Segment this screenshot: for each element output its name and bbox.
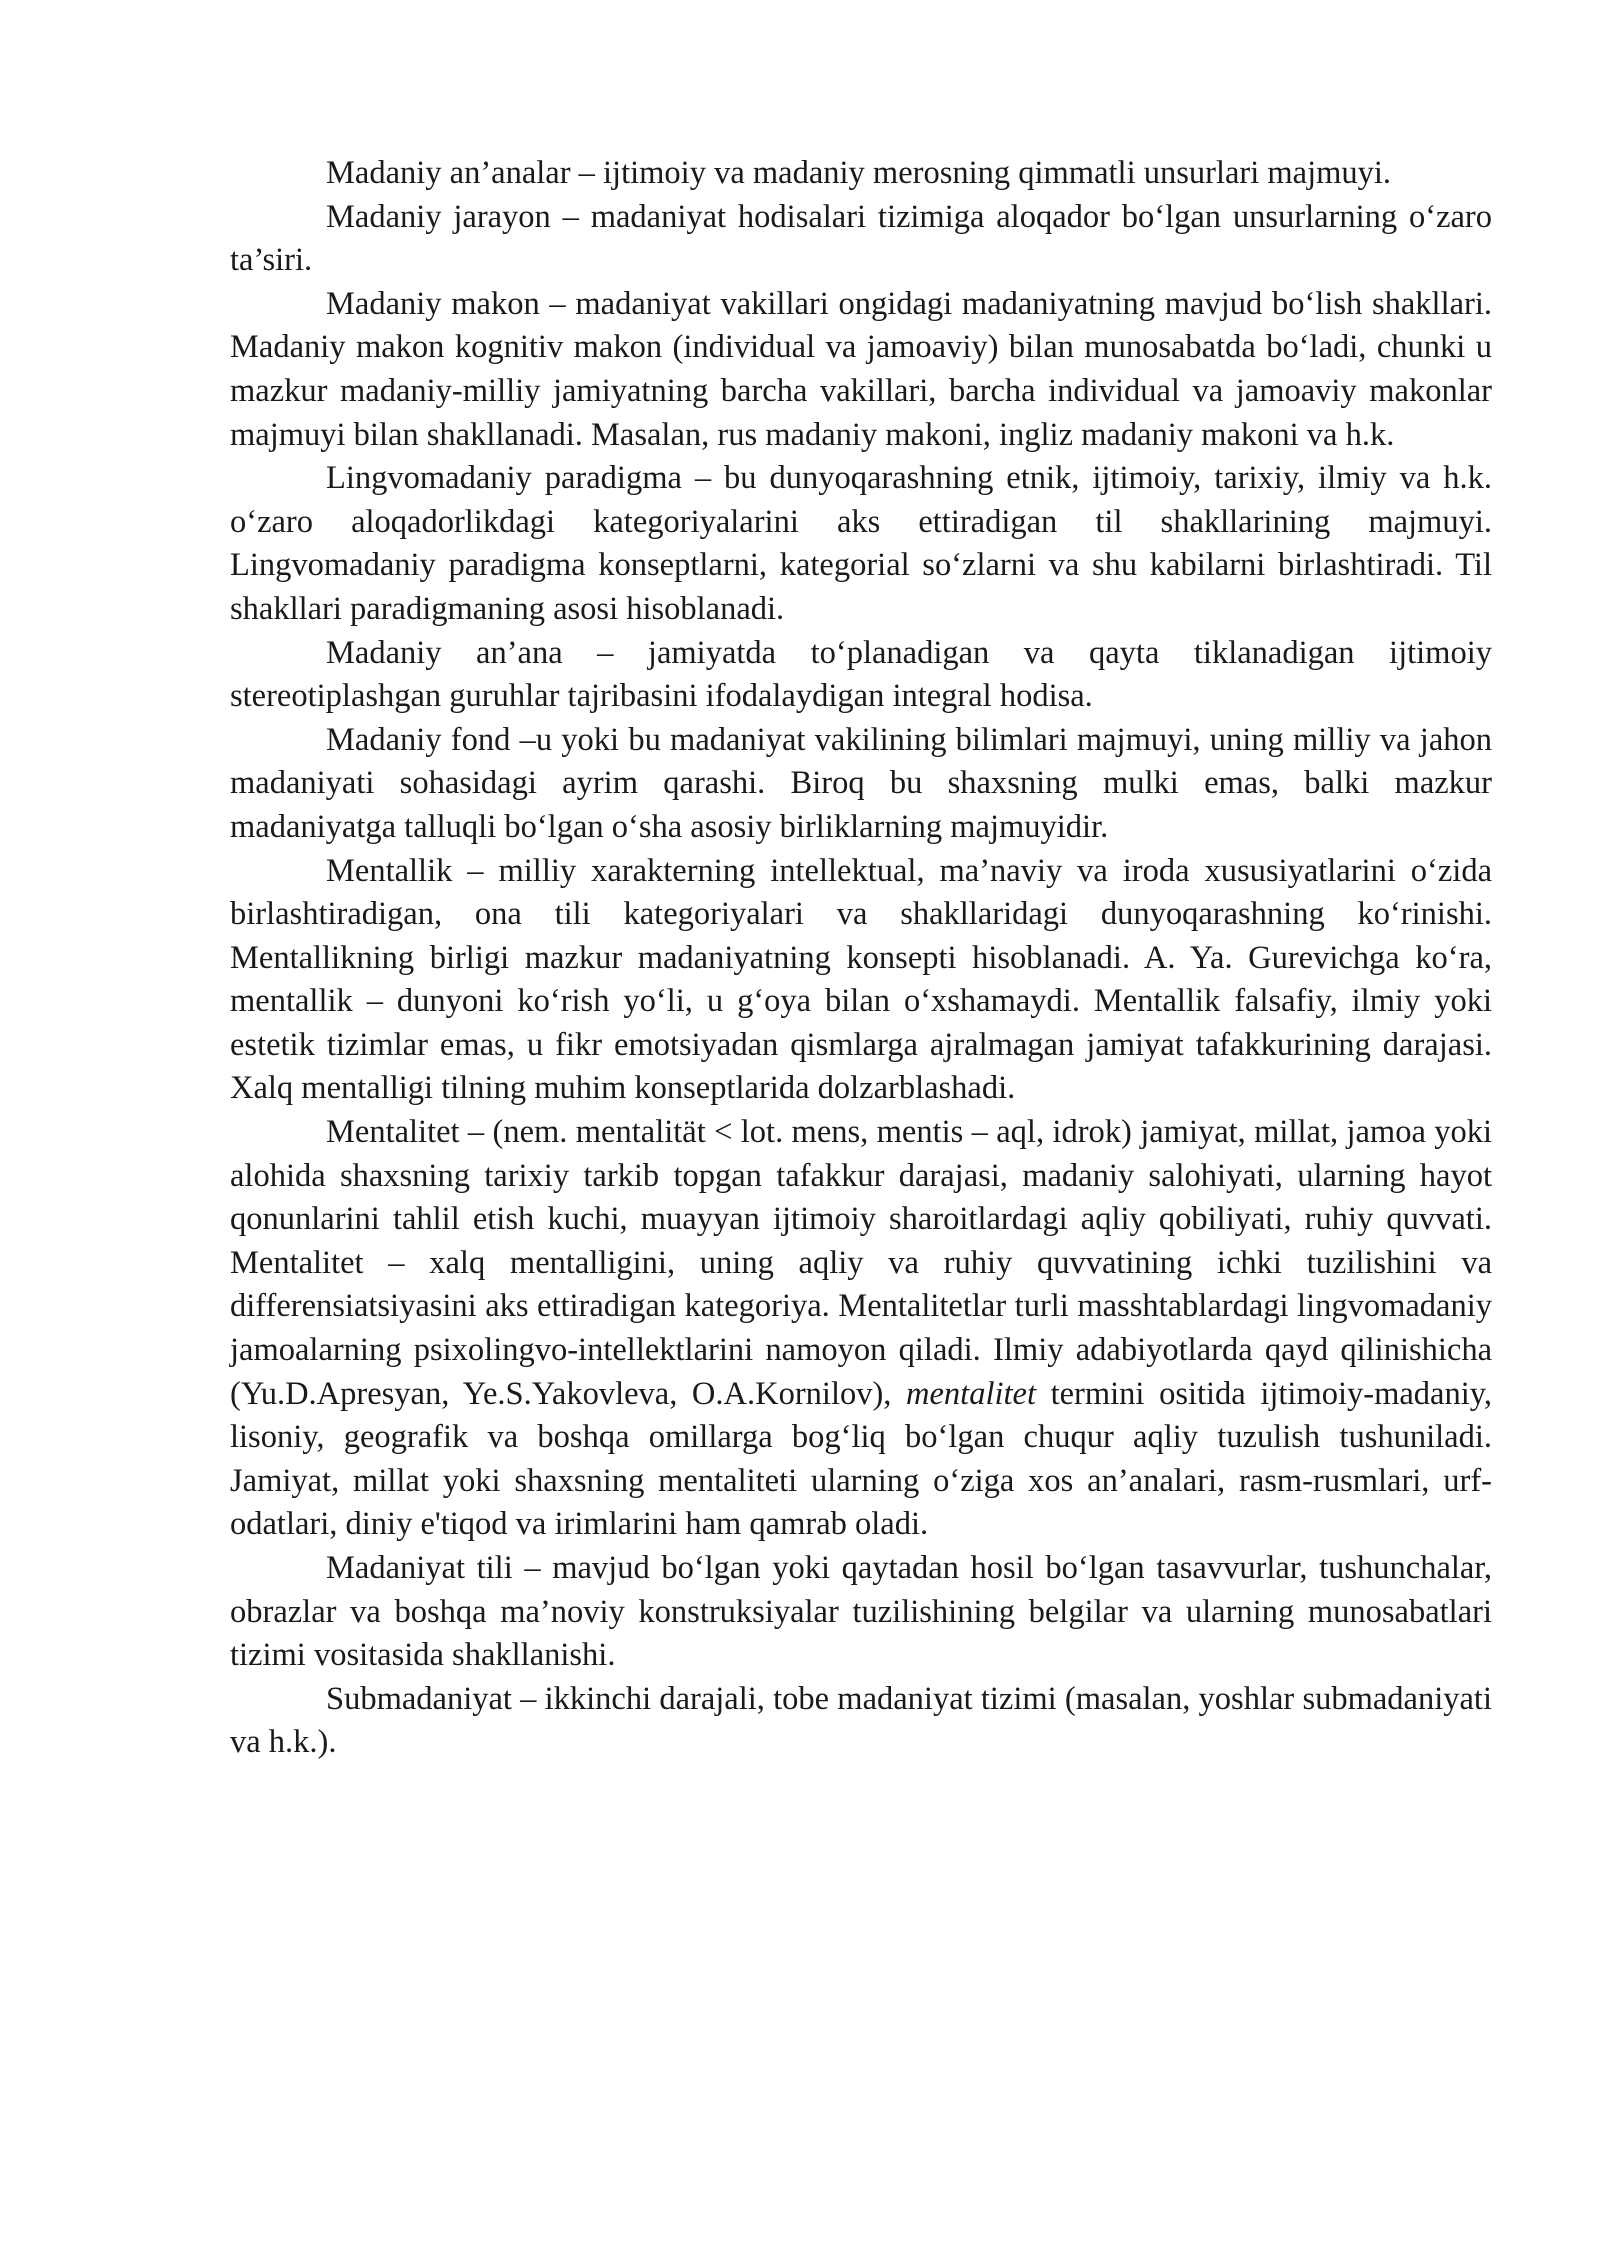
paragraph-madaniy-makon (230, 283, 1492, 457)
paragraph-text: Madaniy jarayon – madaniyat hodisalari tizimiga aloqador bo‘lgan unsurlarning o‘zaro ta’siri. (230, 198, 1492, 279)
paragraph-madaniyat-tili (230, 1547, 1492, 1678)
paragraph-text: Mentallik – milliy xarakterning intellektual, ma’naviy va iroda xususiyatlarini o‘zida birlashtiradigan, ona tili kategoriyalari va shakllaridagi dunyoqarashning ko‘rinishi. Mentallikning birligi mazkur madaniyatning konsepti hisoblanadi. A. Ya. Gurevichga ko‘ra, mentallik – dunyoni ko‘rish yo‘li, u g‘oya bilan o‘xshamaydi. Mentallik falsafiy, ilmiy yoki estetik tizimlar emas, u fikr emotsiyadan qismlarga ajralmagan jamiyat tafakkurining darajasi. Xalq mentalligi tilning muhim konseptlarida dolzarblashadi. (230, 852, 1492, 1107)
paragraph-text: Madaniy an’analar – ijtimoiy va madaniy merosning qimmatli unsurlari majmuyi. (326, 155, 1392, 191)
paragraph-madaniy-fond (230, 719, 1492, 850)
paragraph-madaniy-ananalar (230, 152, 1492, 196)
document-page (230, 152, 1492, 1765)
paragraph-lingvomadaniy-paradigma (230, 457, 1492, 631)
paragraph-mentalitet (230, 1111, 1492, 1547)
paragraph-text: Madaniyat tili – mavjud bo‘lgan yoki qaytadan hosil bo‘lgan tasavvurlar, tushunchalar, obrazlar va boshqa ma’noviy konstruksiyalar tuzilishining belgilar va ularning munosabatlari tizimi vositasida shakllanishi. (230, 1550, 1492, 1674)
paragraph-text: Madaniy makon – madaniyat vakillari ongidagi madaniyatning mavjud bo‘lish shakllari. Madaniy makon kognitiv makon (individual va jamoaviy) bilan munosabatda bo‘ladi, chunki u mazkur madaniy-milliy jamiyatning barcha vakillari, barcha individual va jamoaviy makonlar majmuyi bilan shakllanadi. Masalan, rus madaniy makoni, ingliz madaniy makoni va h.k. (230, 285, 1492, 453)
paragraph-text: termini ositida ijtimoiy-madaniy, lisoniy, geografik va boshqa omillarga bog‘liq bo‘lgan chuqur aqliy tuzulish tushuniladi. Jamiyat, millat yoki shaxsning mentaliteti ularning o‘ziga xos an’analari, rasm-rusmlari, urf-odatlari, diniy e'tiqod va irimlarini ham qamrab oladi. (230, 1375, 1492, 1543)
paragraph-madaniy-jarayon (230, 196, 1492, 283)
paragraph-text: Submadaniyat – ikkinchi darajali, tobe madaniyat tizimi (masalan, yoshlar submadaniyati va h.k.). (230, 1680, 1492, 1761)
italic-term-mentalitet: mentalitet (906, 1375, 1036, 1412)
paragraph-mentallik (230, 850, 1492, 1112)
paragraph-text: Mentalitet – (nem. mentalität < lot. mens, mentis – aql, idrok) jamiyat, millat, jamoa yoki alohida shaxsning tarixiy tarkib topgan tafakkur darajasi, madaniy salohiyati, ularning hayot qonunlarini tahlil etish kuchi, muayyan ijtimoiy sharoitlardagi aqliy qobiliyati, ruhiy quvvati. Mentalitet – xalq mentalligini, uning aqliy va ruhiy quvvatining ichki tuzilishini va differensiatsiyasini aks ettiradigan kategoriya. Mentalitetlar turli masshtablardagi lingvomadaniy jamoalarning psixolingvo-intellektlarini namoyon qiladi. Ilmiy adabiyotlarda qayd qilinishicha (Yu.D.Apresyan, Ye.S.Yakovleva, O.A.Kornilov), (230, 1114, 1492, 1412)
paragraph-text: Madaniy an’ana – jamiyatda to‘planadigan va qayta tiklanadigan ijtimoiy stereotiplashgan guruhlar tajribasini ifodalaydigan integral hodisa. (230, 634, 1492, 715)
paragraph-madaniy-anana (230, 632, 1492, 719)
paragraph-submadaniyat (230, 1678, 1492, 1765)
paragraph-text: Madaniy fond –u yoki bu madaniyat vakilining bilimlari majmuyi, uning milliy va jahon madaniyati sohasidagi ayrim qarashi. Biroq bu shaxsning mulki emas, balki mazkur madaniyatga talluqli bo‘lgan o‘sha asosiy birliklarning majmuyidir. (230, 721, 1492, 845)
paragraph-text: Lingvomadaniy paradigma – bu dunyoqarashning etnik, ijtimoiy, tarixiy, ilmiy va h.k. o‘zaro aloqadorlikdagi kategoriyalarini aks ettiradigan til shakllarining majmuyi. Lingvomadaniy paradigma konseptlarni, kategorial so‘zlarni va shu kabilarni birlashtiradi. Til shakllari paradigmaning asosi hisoblanadi. (230, 460, 1492, 627)
